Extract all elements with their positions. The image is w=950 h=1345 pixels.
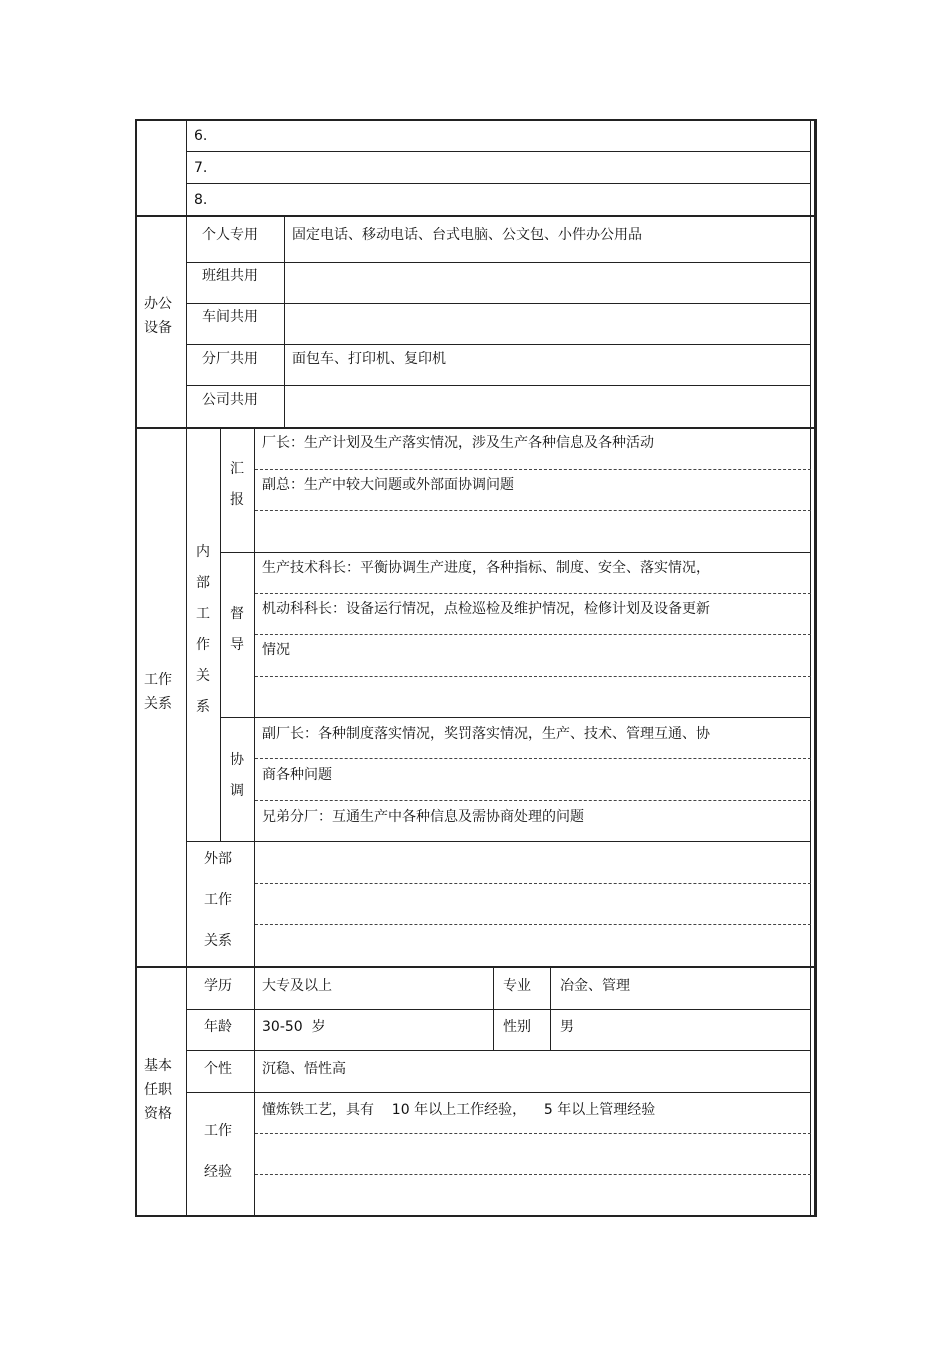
equipment-personal-label: 个人专用 xyxy=(202,227,258,243)
external-label-line-2: 工作 xyxy=(204,892,232,908)
section-divider xyxy=(136,427,816,429)
column-divider xyxy=(186,217,187,427)
age-value: 30-50 岁 xyxy=(262,1019,326,1035)
line-divider xyxy=(255,924,811,925)
equipment-team-label: 班组共用 xyxy=(202,268,258,284)
row-divider xyxy=(187,303,811,304)
personality-label: 个性 xyxy=(204,1061,232,1077)
line-divider xyxy=(255,510,811,511)
row-divider xyxy=(187,1009,811,1010)
row-divider xyxy=(221,717,811,718)
age-label: 年龄 xyxy=(204,1019,232,1035)
section-divider xyxy=(136,215,816,217)
report-line-2: 副总：生产中较大问题或外部面协调问题 xyxy=(262,477,514,493)
column-divider xyxy=(220,429,221,841)
row-divider xyxy=(187,1050,811,1051)
line-divider xyxy=(255,1133,811,1134)
gender-label: 性别 xyxy=(503,1019,531,1035)
coordinate-line-1: 副厂长：各种制度落实情况，奖罚落实情况，生产、技术、管理互通、协 xyxy=(262,726,710,742)
column-divider xyxy=(186,120,187,216)
column-divider xyxy=(186,429,187,966)
row-divider xyxy=(187,1092,811,1093)
experience-line-1: 懂炼铁工艺，具有 10 年以上工作经验， 5 年以上管理经验 xyxy=(262,1102,656,1118)
gender-value: 男 xyxy=(560,1019,574,1035)
numbered-row-7: 7. xyxy=(194,160,208,176)
coordinate-label: 协调 xyxy=(230,752,244,799)
column-divider xyxy=(284,217,285,427)
external-label-line-1: 外部 xyxy=(204,851,232,867)
equipment-workshop-label: 车间共用 xyxy=(202,309,258,325)
row-divider xyxy=(187,385,811,386)
line-divider xyxy=(255,800,811,801)
report-label: 汇报 xyxy=(230,461,244,508)
coordinate-line-3: 兄弟分厂：互通生产中各种信息及需协商处理的问题 xyxy=(262,809,584,825)
supervise-label: 督导 xyxy=(230,606,244,653)
line-divider xyxy=(255,469,811,470)
line-divider xyxy=(255,1174,811,1175)
internal-relations-label: 内部工作关系 xyxy=(196,544,210,715)
numbered-row-6: 6. xyxy=(194,128,208,144)
row-divider xyxy=(187,262,811,263)
row-divider xyxy=(187,841,811,842)
personality-value: 沉稳、悟性高 xyxy=(262,1061,346,1077)
qualifications-label: 基本任职资格 xyxy=(144,1058,172,1122)
coordinate-line-2: 商各种问题 xyxy=(262,767,332,783)
line-divider xyxy=(255,593,811,594)
row-divider xyxy=(187,183,811,184)
line-divider xyxy=(255,758,811,759)
section-divider xyxy=(136,966,816,968)
line-divider xyxy=(255,883,811,884)
row-divider xyxy=(187,344,811,345)
equipment-branch-label: 分厂共用 xyxy=(202,351,258,367)
numbered-row-8: 8. xyxy=(194,192,208,208)
equipment-personal-value: 固定电话、移动电话、台式电脑、公文包、小件办公用品 xyxy=(292,227,642,243)
education-label: 学历 xyxy=(204,978,232,994)
report-line-1: 厂长：生产计划及生产落实情况，涉及生产各种信息及各种活动 xyxy=(262,435,654,451)
line-divider xyxy=(255,676,811,677)
column-divider xyxy=(810,120,811,1216)
supervise-line-2: 机动科科长：设备运行情况，点检巡检及维护情况，检修计划及设备更新 xyxy=(262,601,710,617)
office-equipment-label: 办公设备 xyxy=(144,296,172,336)
external-label-line-3: 关系 xyxy=(204,933,232,949)
education-value: 大专及以上 xyxy=(262,978,332,994)
experience-label-line-1: 工作 xyxy=(204,1123,232,1139)
major-value: 冶金、管理 xyxy=(560,978,630,994)
experience-label-line-2: 经验 xyxy=(204,1164,232,1180)
line-divider xyxy=(255,634,811,635)
supervise-line-1: 生产技术科长：平衡协调生产进度，各种指标、制度、安全、落实情况， xyxy=(262,560,710,576)
work-relations-label: 工作关系 xyxy=(144,672,172,712)
equipment-company-label: 公司共用 xyxy=(202,392,258,408)
supervise-line-3: 情况 xyxy=(262,642,290,658)
row-divider xyxy=(187,151,811,152)
major-label: 专业 xyxy=(503,978,531,994)
equipment-branch-value: 面包车、打印机、复印机 xyxy=(292,351,446,367)
row-divider xyxy=(221,552,811,553)
